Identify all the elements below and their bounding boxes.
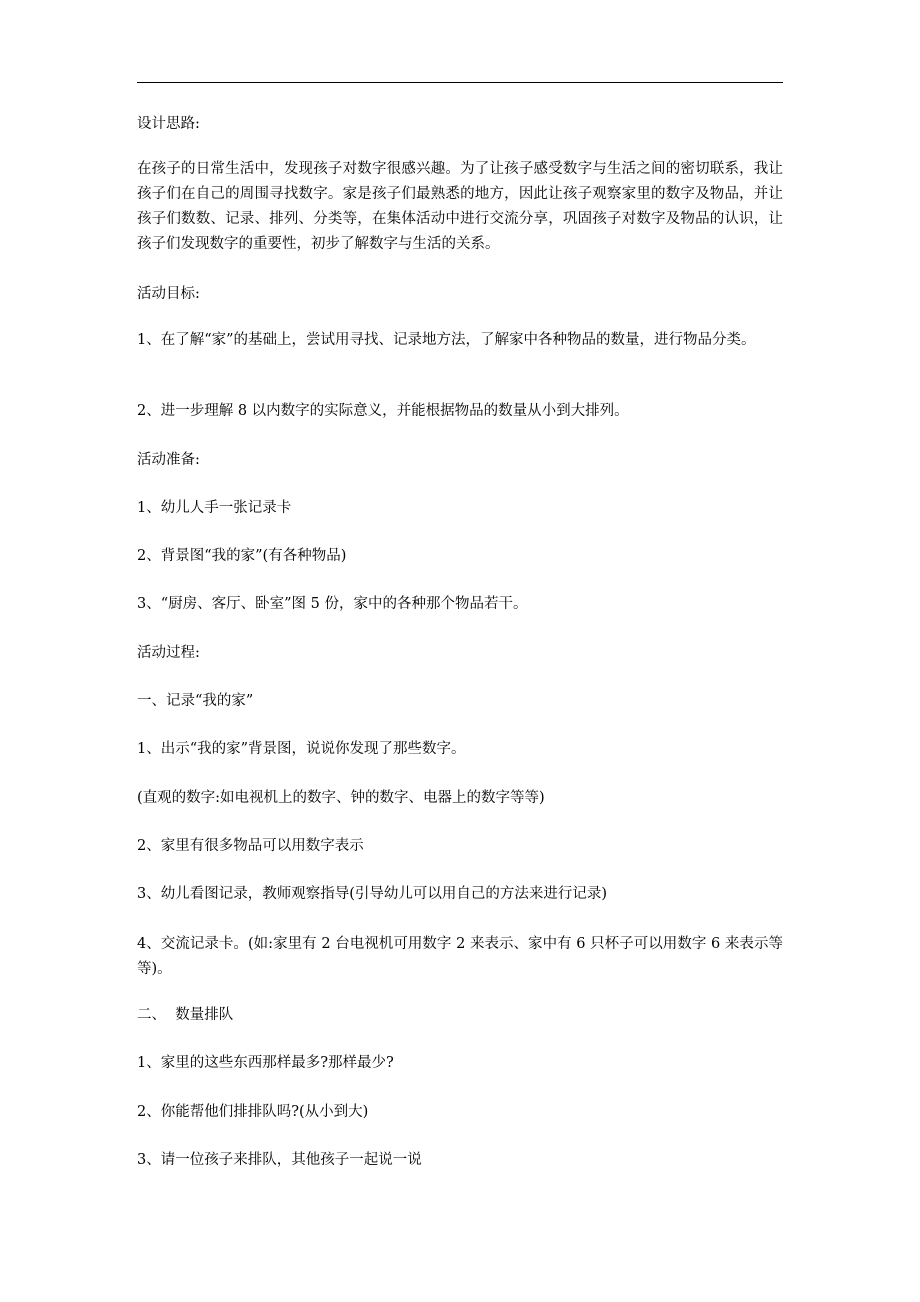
prep-heading: 活动准备: [137,452,200,468]
design-paragraph: 在孩子的日常生活中，发现孩子对数字很感兴趣。为了让孩子感受数字与生活之间的密切联系，我让孩子们在自己的周围寻找数字。家是孩子们最熟悉的地方，因此让孩子观察家里的数字及物品，并让孩子们数数、记录、排列、分类等，在集体活动中进行交流分享，巩固孩子对数字及物品的认识，让孩子们发现数字的重要性，初步了解数字与生活的关系。 [137,161,783,252]
part1-title: 一、记录“我的家” [137,693,254,709]
prep-item-1: 1、幼儿人手一张记录卡 [137,500,292,516]
part1-item-1: 1、出示“我的家”背景图，说说你发现了那些数字。 [137,741,466,757]
design-heading: 设计思路: [137,116,200,132]
part2-item-3: 3、请一位孩子来排队，其他孩子一起说一说 [137,1152,422,1168]
process-heading: 活动过程: [137,645,200,661]
part1-item-4: 4、交流记录卡。(如:家里有 2 台电视机可用数字 2 来表示、家中有 6 只杯子可以用数字 6 来表示等等)。 [137,936,783,977]
part2-item-1: 1、家里的这些东西那样最多?那样最少? [137,1055,394,1071]
goals-heading: 活动目标: [137,286,200,302]
part2-title: 二、 数量排队 [137,1007,234,1023]
prep-item-3: 3、“厨房、客厅、卧室”图 5 份，家中的各种那个物品若干。 [137,596,528,612]
part1-note: (直观的数字:如电视机上的数字、钟的数字、电器上的数字等等) [137,790,545,806]
prep-item-2: 2、背景图“我的家”(有各种物品) [137,548,347,564]
header-rule [137,82,783,83]
part2-item-2: 2、你能帮他们排排队吗?(从小到大) [137,1104,369,1120]
goals-item-2: 2、进一步理解 8 以内数字的实际意义，并能根据物品的数量从小到大排列。 [137,403,629,419]
part1-item-2: 2、家里有很多物品可以用数字表示 [137,838,364,854]
goals-item-1: 1、在了解“家”的基础上，尝试用寻找、记录地方法，了解家中各种物品的数量，进行物品分类。 [137,332,756,348]
part1-item-3: 3、幼儿看图记录，教师观察指导(引导幼儿可以用自己的方法来进行记录) [137,886,608,902]
